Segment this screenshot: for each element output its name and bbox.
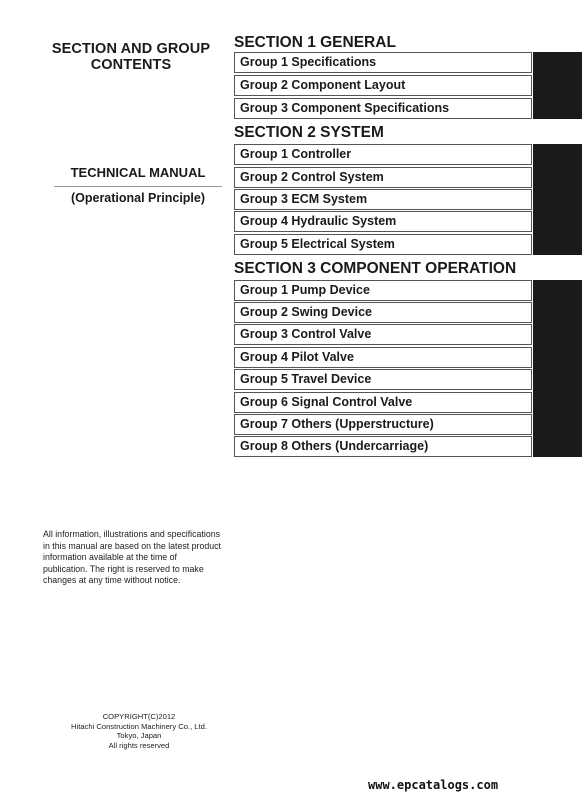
section-3-group-5[interactable]: Group 5 Travel Device	[234, 369, 532, 390]
section-3-group-8[interactable]: Group 8 Others (Undercarriage)	[234, 436, 532, 457]
manual-subtitle: (Operational Principle)	[70, 191, 206, 205]
divider	[54, 186, 222, 187]
section-1-group-2[interactable]: Group 2 Component Layout	[234, 75, 532, 96]
rights-line: All rights reserved	[108, 740, 170, 750]
section-2-group-5[interactable]: Group 5 Electrical System	[234, 234, 532, 255]
section-3-group-7[interactable]: Group 7 Others (Upperstructure)	[234, 414, 532, 435]
company-line: Hitachi Construction Machinery Co., Ltd.	[71, 721, 207, 731]
section-2-tab[interactable]	[533, 144, 582, 255]
section-3-group-4[interactable]: Group 4 Pilot Valve	[234, 347, 532, 368]
contents-title-line2: CONTENTS	[90, 57, 172, 73]
watermark: www.epcatalogs.com	[368, 778, 499, 792]
section-3-heading: SECTION 3 COMPONENT OPERATION	[234, 260, 517, 277]
section-2-heading: SECTION 2 SYSTEM	[234, 124, 384, 141]
section-3-group-2[interactable]: Group 2 Swing Device	[234, 302, 532, 323]
copyright-block	[60, 712, 218, 750]
section-3-group-3[interactable]: Group 3 Control Valve	[234, 324, 532, 345]
disclaimer-text: All information, illustrations and specifications in this manual are based on the latest product information available at the time of publication. The right is reserved to make changes at any time without notice.	[43, 529, 222, 586]
contents-title	[46, 41, 216, 73]
location-line: Tokyo, Japan	[116, 731, 162, 741]
section-2-group-2[interactable]: Group 2 Control System	[234, 167, 532, 188]
section-1-group-3[interactable]: Group 3 Component Specifications	[234, 98, 532, 119]
section-2-group-1[interactable]: Group 1 Controller	[234, 144, 532, 165]
section-1-tab[interactable]	[533, 52, 582, 119]
manual-title: TECHNICAL MANUAL	[70, 165, 206, 180]
section-3-group-1[interactable]: Group 1 Pump Device	[234, 280, 532, 301]
contents-title-line1: SECTION AND GROUP	[51, 41, 211, 57]
section-3-group-6[interactable]: Group 6 Signal Control Valve	[234, 392, 532, 413]
copyright-line: COPYRIGHT(C)2012	[102, 712, 176, 721]
section-1-heading: SECTION 1 GENERAL	[234, 34, 396, 51]
section-1-group-1[interactable]: Group 1 Specifications	[234, 52, 532, 73]
section-2-group-4[interactable]: Group 4 Hydraulic System	[234, 211, 532, 232]
section-2-group-3[interactable]: Group 3 ECM System	[234, 189, 532, 210]
section-3-tab[interactable]	[533, 280, 582, 457]
